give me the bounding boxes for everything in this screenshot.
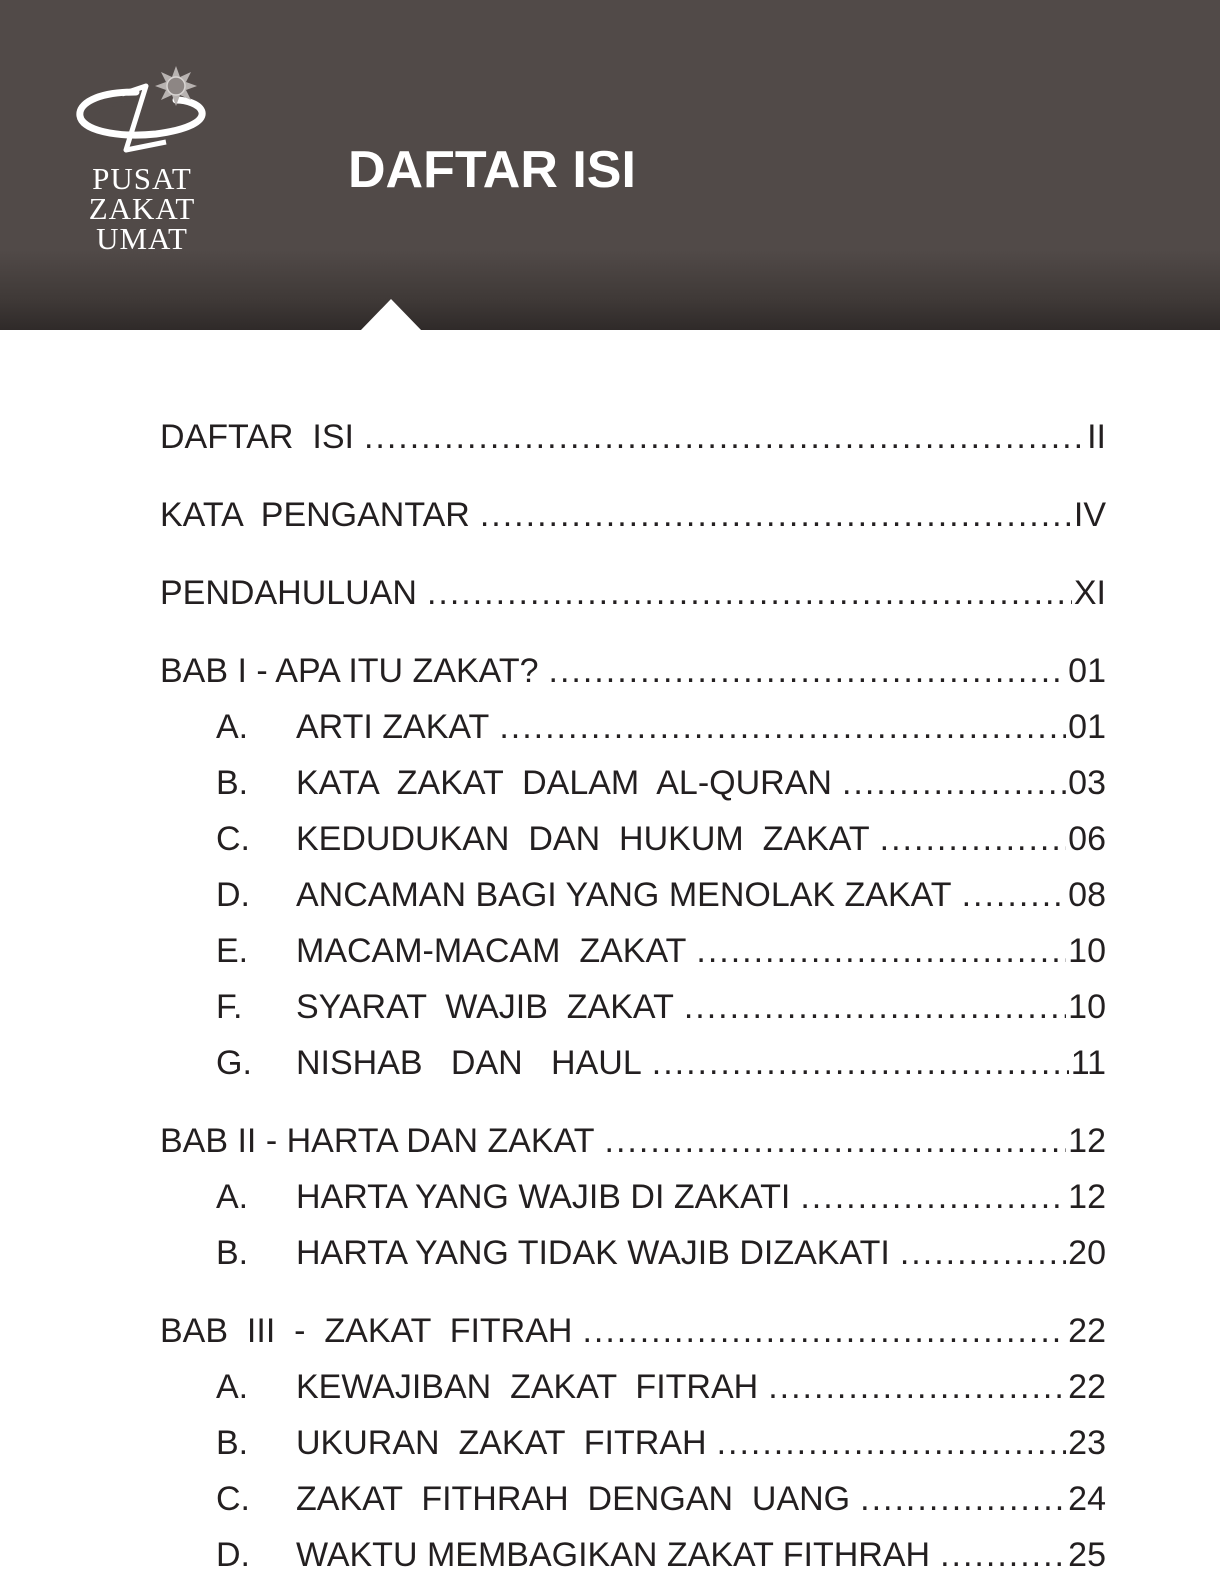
dot-leader [940,1530,1066,1580]
toc-entry-label: WAKTU MEMBAGIKAN ZAKAT FITHRAH [296,1536,931,1574]
toc-entry-letter: B. [216,1234,249,1272]
toc-entry-label: MACAM-MACAM ZAKAT [296,932,687,970]
toc-entry-label: NISHAB DAN HAUL [296,1044,642,1082]
toc-entry-letter: C. [216,820,250,858]
page-title: DAFTAR ISI [348,141,636,199]
toc-section-entry[interactable] [160,1228,1106,1278]
pusat-zakat-umat-logo-icon [76,64,206,164]
toc-entry-page-number: 22 [1068,1368,1106,1406]
toc-entry-page-number: IV [1073,496,1106,534]
dot-leader [652,1038,1069,1088]
dot-leader [717,1418,1067,1468]
toc-entry-page-number: II [1087,418,1106,456]
dot-leader [549,646,1067,696]
toc-entry-page-number: 10 [1068,932,1106,970]
toc-chapter-entry[interactable] [160,646,1106,696]
toc-entry-label: DAFTAR ISI [160,418,354,456]
dot-leader [880,814,1067,864]
toc-section-entry[interactable] [160,926,1106,976]
dot-leader [499,702,1066,752]
toc-section-entry[interactable] [160,1038,1106,1088]
toc-section-entry[interactable] [160,1530,1106,1580]
toc-entry-letter: E. [216,932,249,970]
toc-section-entry[interactable] [160,1418,1106,1468]
toc-entry-letter: C. [216,1480,250,1518]
toc-entry-letter: A. [216,1368,249,1406]
dot-leader [962,870,1067,920]
dot-leader [427,568,1072,618]
toc-entry-label: BAB I - APA ITU ZAKAT? [160,652,539,690]
toc-entry-page-number: 12 [1068,1122,1106,1160]
toc-entry-letter: A. [216,1178,249,1216]
toc-entry-label: ZAKAT FITHRAH DENGAN UANG [296,1480,851,1518]
toc-entry-page-number: 01 [1068,652,1106,690]
dot-leader [768,1362,1066,1412]
toc-chapter-entry[interactable] [160,568,1106,618]
toc-entry-page-number: 22 [1068,1312,1106,1350]
toc-section-entry[interactable] [160,758,1106,808]
dot-leader [605,1116,1067,1166]
dot-leader [800,1172,1066,1222]
toc-entry-letter: G. [216,1044,252,1082]
toc-entry-letter: B. [216,764,249,802]
toc-entry-page-number: 12 [1068,1178,1106,1216]
toc-entry-label: KEDUDUKAN DAN HUKUM ZAKAT [296,820,870,858]
toc-entry-letter: D. [216,876,250,914]
toc-section-entry[interactable] [160,1474,1106,1524]
toc-entry-page-number: XI [1073,574,1106,612]
logo-line-1: PUSAT [92,161,192,196]
toc-entry-label: HARTA YANG WAJIB DI ZAKATI [296,1178,791,1216]
toc-entry-page-number: 08 [1068,876,1106,914]
toc-section-entry[interactable] [160,870,1106,920]
toc-entry-label: ARTI ZAKAT [296,708,490,746]
toc-entry-page-number: 06 [1068,820,1106,858]
dot-leader [696,926,1066,976]
toc-entry-label: PENDAHULUAN [160,574,417,612]
toc-entry-page-number: 20 [1068,1234,1106,1272]
dot-leader [364,412,1085,462]
toc-entry-label: HARTA YANG TIDAK WAJIB DIZAKATI [296,1234,890,1272]
toc-entry-page-number: 23 [1068,1424,1106,1462]
toc-entry-page-number: 24 [1068,1480,1106,1518]
toc-section-entry[interactable] [160,702,1106,752]
toc-section-entry[interactable] [160,982,1106,1032]
toc-entry-letter: B. [216,1424,249,1462]
toc-entry-letter: A. [216,708,249,746]
toc-entry-page-number: 01 [1068,708,1106,746]
header-notch [360,299,422,331]
toc-section-entry[interactable] [160,1172,1106,1222]
dot-leader [860,1474,1066,1524]
toc-entry-page-number: 10 [1068,988,1106,1026]
toc-chapter-entry[interactable] [160,490,1106,540]
toc-entry-page-number: 25 [1068,1536,1106,1574]
toc-entry-label: UKURAN ZAKAT FITRAH [296,1424,707,1462]
toc-entry-label: KATA PENGANTAR [160,496,470,534]
toc-chapter-entry[interactable] [160,1116,1106,1166]
toc-entry-label: BAB III - ZAKAT FITRAH [160,1312,573,1350]
dot-leader [900,1228,1066,1278]
logo-line-3: UMAT [96,221,188,256]
toc-entry-label: ANCAMAN BAGI YANG MENOLAK ZAKAT [296,876,952,914]
dot-leader [480,490,1072,540]
toc-entry-label: KATA ZAKAT DALAM AL-QURAN [296,764,832,802]
toc-entry-label: SYARAT WAJIB ZAKAT [296,988,674,1026]
dot-leader [582,1306,1066,1356]
toc-entry-page-number: 03 [1068,764,1106,802]
dot-leader [684,982,1066,1032]
logo-text [86,161,198,256]
page-header [0,0,1220,330]
logo [76,64,206,254]
toc-entry-label: BAB II - HARTA DAN ZAKAT [160,1122,595,1160]
toc-chapter-entry[interactable] [160,1306,1106,1356]
toc-entry-page-number: 11 [1070,1044,1106,1082]
toc-section-entry[interactable] [160,814,1106,864]
toc-chapter-entry[interactable] [160,412,1106,462]
logo-line-2: ZAKAT [88,191,196,226]
toc-entry-letter: D. [216,1536,250,1574]
toc-entry-letter: F. [216,988,243,1026]
toc-section-entry[interactable] [160,1362,1106,1412]
dot-leader [842,758,1066,808]
toc-entry-label: KEWAJIBAN ZAKAT FITRAH [296,1368,759,1406]
